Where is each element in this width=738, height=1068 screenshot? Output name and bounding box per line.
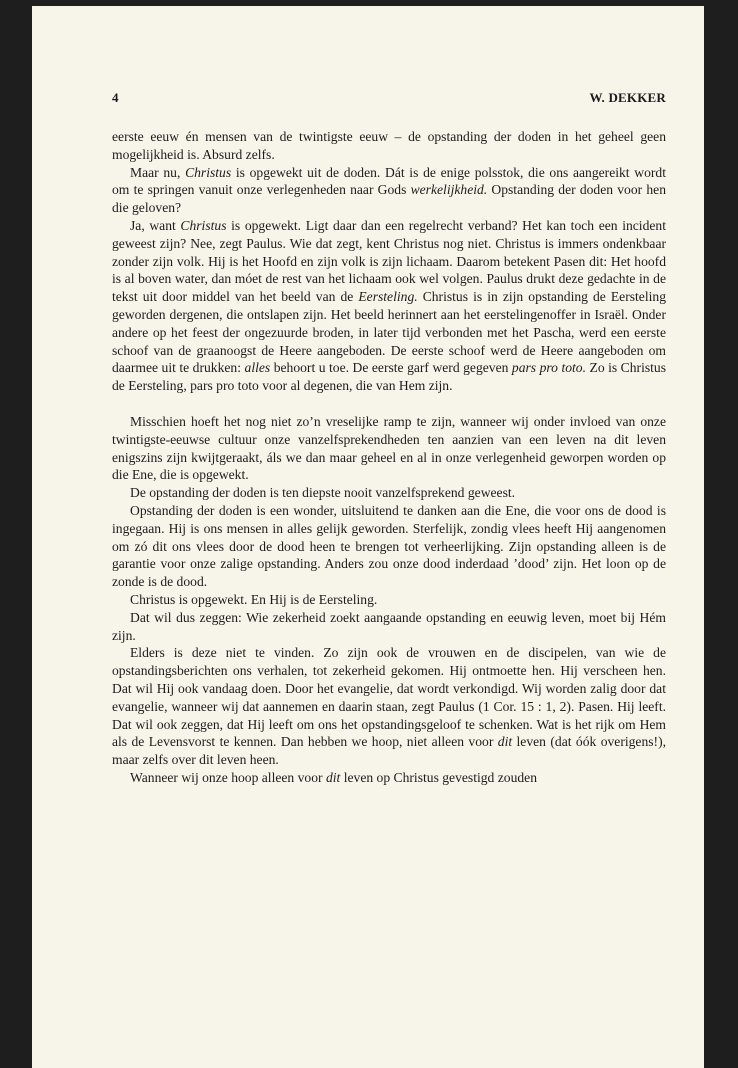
running-head-author: W. DEKKER: [589, 90, 666, 105]
paragraph: De opstanding der doden is ten diepste nooit vanzelfsprekend geweest.: [130, 485, 516, 501]
paragraph: Wanneer wij onze hoop alleen voor dit leven op Christus gevestigd zouden: [130, 769, 538, 785]
page-number: 4: [112, 90, 119, 105]
paragraph: Dat wil dus zeggen: Wie zekerheid zoekt aangaande opstanding en eeuwig leven, moet bij Hém zijn.: [112, 609, 666, 643]
paragraph: Christus is opgewekt. En Hij is de Eersteling.: [130, 591, 378, 607]
body-text: [112, 128, 666, 787]
paragraph: eerste eeuw én mensen van de twintigste eeuw – de opstanding der doden in het geheel geen mogelijkheid is. Absurd zelfs.: [112, 129, 666, 162]
paragraph: Misschien hoeft het nog niet zo’n vreselijke ramp te zijn, wanneer wij onder invloed van onze twintigste-eeuwse cultuur onze vanzelfsprekendheden ten aanzien van een leven na dit leven enigszins zijn kwijtgeraakt, áls we dan maar geheel en al in onze verlegenheid geworpen worden op die Ene, die is opgewekt.: [112, 413, 666, 483]
paragraph: Ja, want Christus is opgewekt. Ligt daar dan een regelrecht verband? Het kan toch een incident geweest zijn? Nee, zegt Paulus. Wie dat zegt, kent Christus nog niet. Christus is immers ondenkbaar zonder zijn volk. Hij is het Hoofd en zijn volk is zijn lichaam. Daarom betekent Pasen dit: Het hoofd is al boven water, dan móet de rest van het lichaam ook wel volgen. Paulus drukt deze gedachte in de tekst uit door middel van het beeld van de Eersteling. Christus is in zijn opstanding de Eersteling geworden dergenen, die ontslapen zijn. Het beeld herinnert aan het eerstelingenoffer in Israël. Onder andere op het feest der ongezuurde broden, in later tijd verbonden met het Pascha, werd een eerste schoof van de graanoogst de Heere aangeboden. De eerste schoof werd de Heere aangeboden om daarmee uit te drukken: alles behoort u toe. De eerste garf werd gegeven pars pro toto. Zo is Christus de Eersteling, pars pro toto voor al degenen, die van Hem zijn.: [112, 217, 666, 394]
paragraph: Maar nu, Christus is opgewekt uit de doden. Dát is de enige polsstok, die ons aangereikt wordt om te springen vanuit onze verlegenheden naar Gods werkelijkheid. Opstanding der doden voor hen die geloven?: [112, 164, 666, 216]
paragraph: Elders is deze niet te vinden. Zo zijn ook de vrouwen en de discipelen, van wie de opstandingsberichten ons verhalen, tot zekerheid gekomen. Hij ontmoette hen. Hij verscheen hen. Dat wil Hij ook vandaag doen. Door het evangelie, dat wordt verkondigd. Wij worden zalig door dat evangelie, wanneer wij dat aannemen en daarin staan, zegt Paulus (1 Cor. 15 : 1, 2). Pasen. Hij leeft. Dat wil ook zeggen, dat Hij leeft om ons het opstandingsgeloof te schenken. Wat is het rijk om Hem als de Levensvorst te kennen. Dan hebben we hoop, niet alleen voor dit leven (dat óók overigens!), maar zelfs over dit leven heen.: [112, 645, 666, 768]
paragraph: Opstanding der doden is een wonder, uitsluitend te danken aan die Ene, die voor ons de dood is ingegaan. Hij is ons mensen in alles gelijk geworden. Sterfelijk, zondig vlees heeft Hij aangenomen om zó dit ons vlees door de dood heen te brengen tot verheerlijking. Zijn opstanding alleen is de garantie voor onze zalige opstanding. Anders zou onze dood inderdaad ’dood’ zijn. Het loon op de zonde is de dood.: [112, 502, 666, 590]
